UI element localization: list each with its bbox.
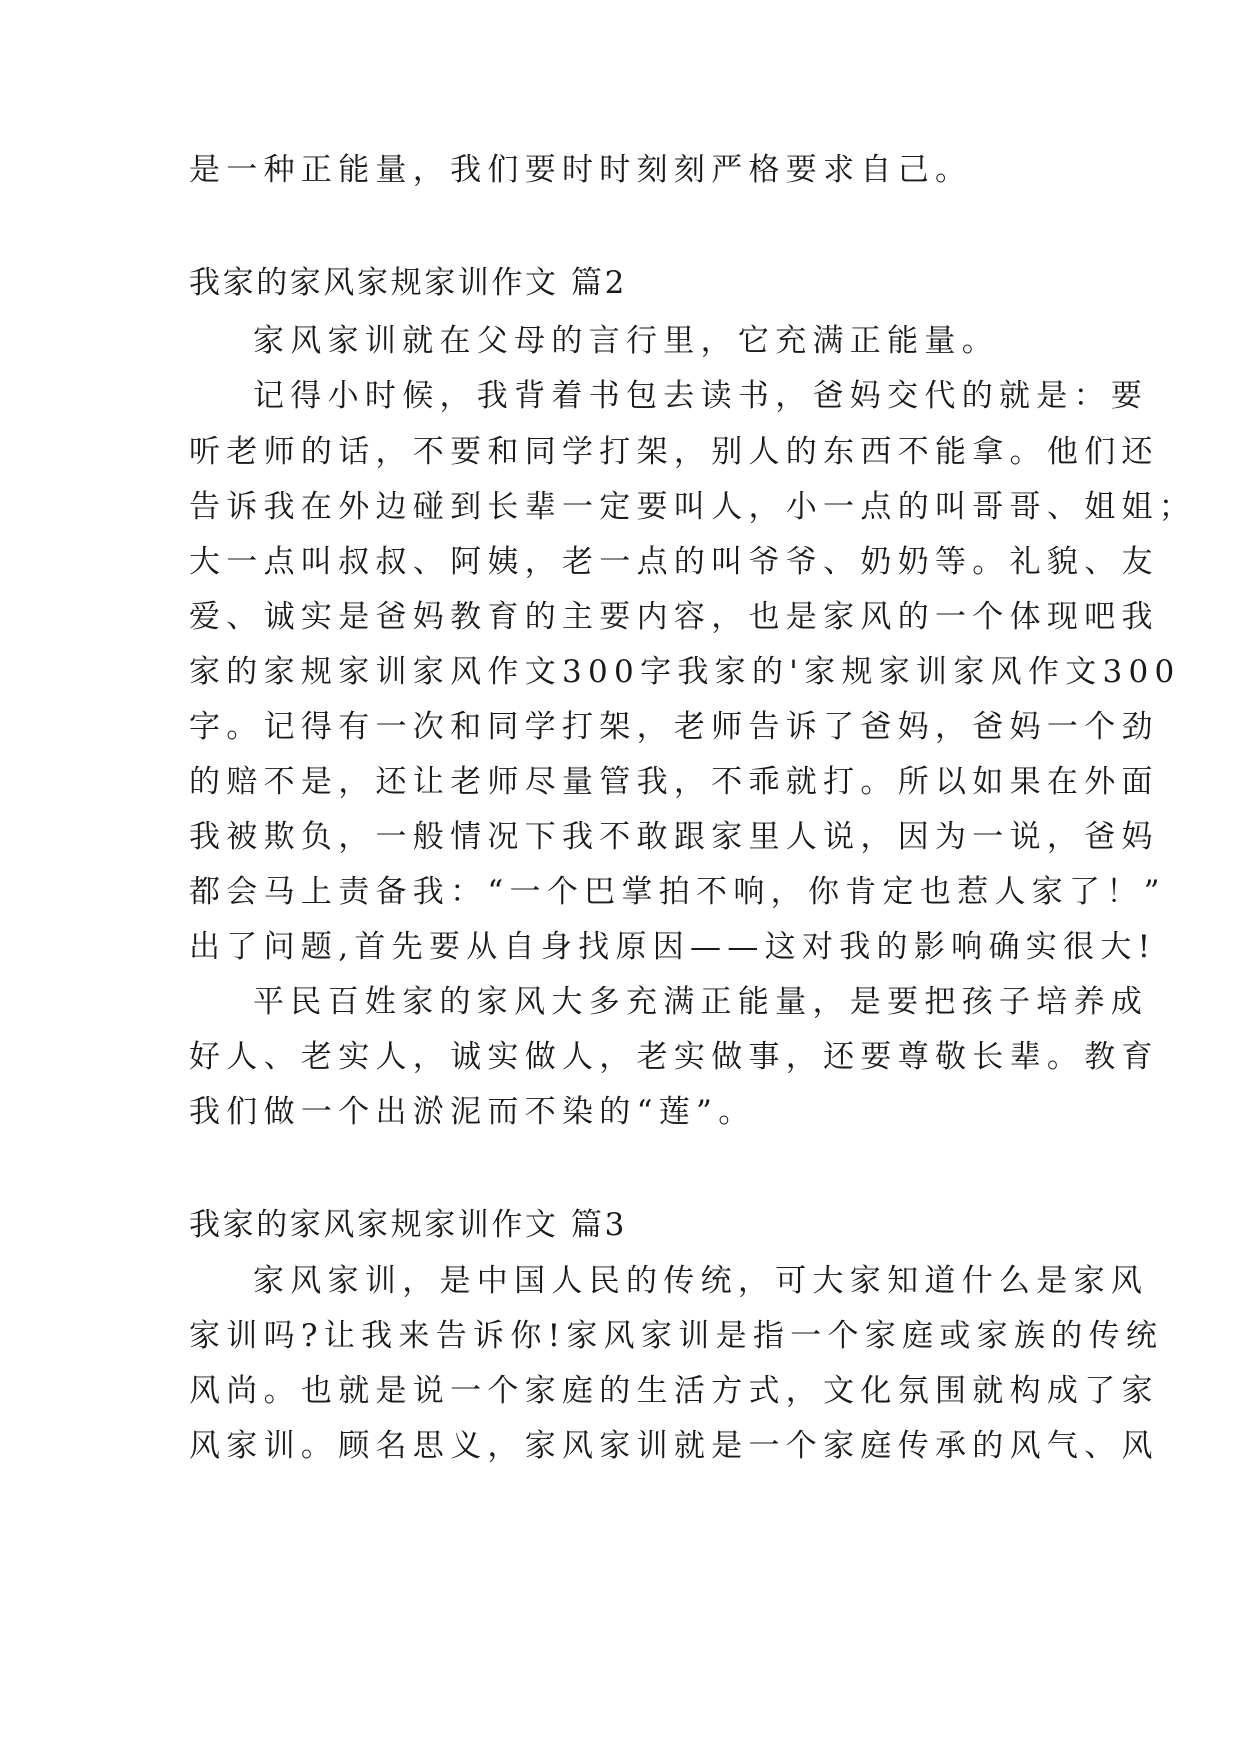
paragraph-line: 的赔不是，还让老师尽量管我，不乖就打。所以如果在外面 bbox=[189, 764, 1159, 800]
paragraph-line: 风尚。也就是说一个家庭的生活方式，文化氛围就构成了家 bbox=[189, 1373, 1159, 1409]
paragraph-line: 字。记得有一次和同学打架，老师告诉了爸妈，爸妈一个劲 bbox=[189, 709, 1159, 745]
paragraph-line: 是一种正能量，我们要时时刻刻严格要求自己。 bbox=[189, 152, 973, 188]
paragraph-line: 家训吗?让我来告诉你!家风家训是指一个家庭或家族的传统 bbox=[189, 1318, 1164, 1354]
paragraph-line: 好人、老实人，诚实做人，老实做事，还要尊敬长辈。教育 bbox=[189, 1039, 1159, 1075]
paragraph-line: 听老师的话，不要和同学打架，别人的东西不能拿。他们还 bbox=[189, 434, 1159, 470]
paragraph-line: 家风家训，是中国人民的传统，可大家知道什么是家风 bbox=[253, 1263, 1149, 1299]
paragraph-line: 风家训。顾名思义，家风家训就是一个家庭传承的风气、风 bbox=[189, 1428, 1159, 1464]
paragraph-line: 我们做一个出淤泥而不染的“莲”。 bbox=[189, 1094, 756, 1130]
paragraph-line: 家风家训就在父母的言行里，它充满正能量。 bbox=[253, 323, 999, 359]
section-heading-2: 我家的家风家规家训作文 篇2 bbox=[189, 265, 627, 301]
paragraph-line: 我被欺负，一般情况下我不敢跟家里人说，因为一说，爸妈 bbox=[189, 819, 1159, 855]
paragraph-line: 爱、诚实是爸妈教育的主要内容，也是家风的一个体现吧我 bbox=[189, 599, 1159, 635]
paragraph-line: 家的家规家训家风作文300字我家的'家规家训家风作文300 bbox=[189, 654, 1181, 690]
section-heading-3: 我家的家风家规家训作文 篇3 bbox=[189, 1207, 627, 1243]
paragraph-line: 平民百姓家的家风大多充满正能量，是要把孩子培养成 bbox=[253, 984, 1149, 1020]
paragraph-line: 出了问题,首先要从自身找原因——这对我的影响确实很大! bbox=[189, 929, 1157, 965]
paragraph-line: 记得小时候，我背着书包去读书，爸妈交代的就是：要 bbox=[253, 378, 1149, 414]
paragraph-line: 都会马上责备我：“一个巴掌拍不响，你肯定也惹人家了！” bbox=[189, 874, 1166, 910]
paragraph-line: 告诉我在外边碰到长辈一定要叫人，小一点的叫哥哥、姐姐； bbox=[189, 489, 1197, 525]
paragraph-line: 大一点叫叔叔、阿姨，老一点的叫爷爷、奶奶等。礼貌、友 bbox=[189, 544, 1159, 580]
